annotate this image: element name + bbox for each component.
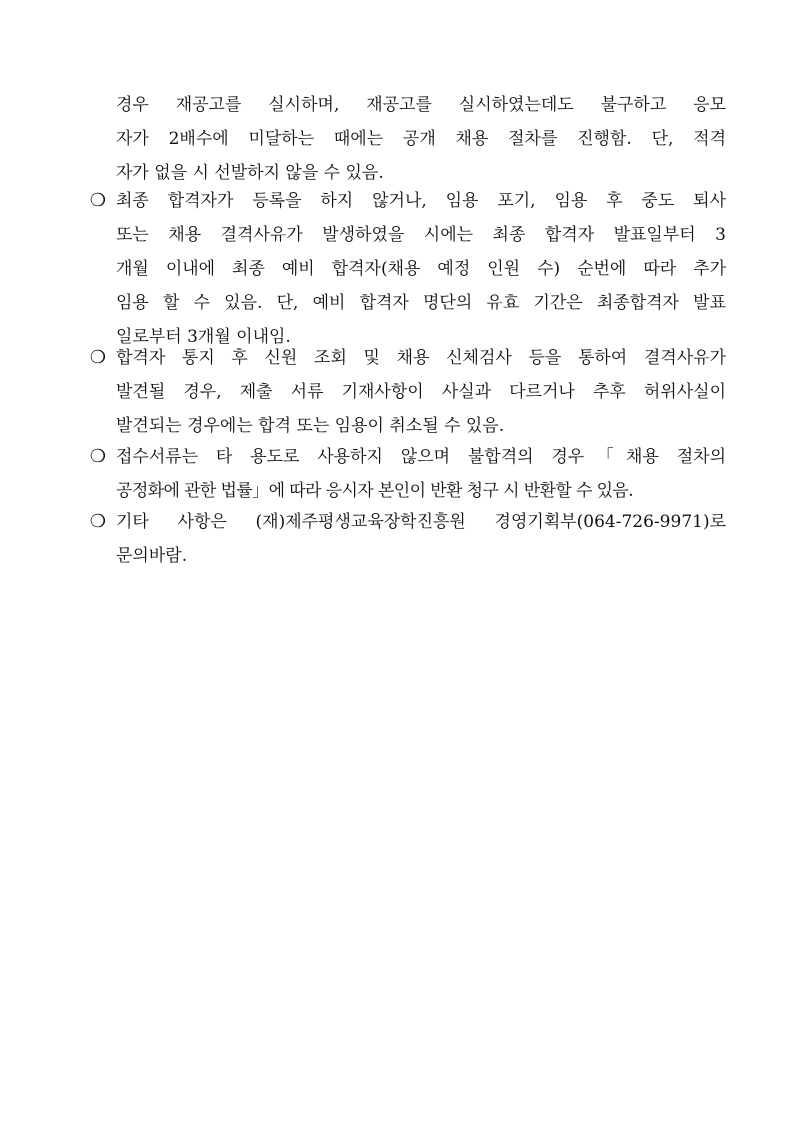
paragraph-line: 경우 재공고를 실시하며, 재공고를 실시하였는데도 불구하고 응모 (116, 95, 726, 115)
circle-bullet-icon: ❍ (89, 511, 107, 532)
paragraph-line: 문의바람. (116, 546, 188, 566)
paragraph-line: 자가 2배수에 미달하는 때에는 공개 채용 절차를 진행함. 단, 적격 (116, 129, 726, 149)
paragraph-line: 일로부터 3개월 이내임. (116, 327, 291, 347)
paragraph-line: 또는 채용 결격사유가 발생하였을 시에는 최종 합격자 발표일부터 3 (116, 225, 726, 245)
paragraph-line: 개월 이내에 최종 예비 합격자(채용 예정 인원 수) 순번에 따라 추가 (116, 259, 726, 279)
paragraph-line: 발견될 경우, 제출 서류 기재사항이 사실과 다르거나 추후 허위사실이 (116, 382, 726, 402)
circle-bullet-icon: ❍ (89, 347, 107, 368)
paragraph-line: 합격자 통지 후 신원 조회 및 채용 신체검사 등을 통하여 결격사유가 (116, 348, 726, 368)
paragraph-line: 공정화에 관한 법률」에 따라 응시자 본인이 반환 청구 시 반환할 수 있음. (116, 481, 634, 501)
paragraph-line: 접수서류는 타 용도로 사용하지 않으며 불합격의 경우「채용 절차의 (116, 447, 726, 467)
paragraph-line: 발견되는 경우에는 합격 또는 임용이 취소될 수 있음. (116, 416, 505, 436)
circle-bullet-icon: ❍ (89, 190, 107, 211)
circle-bullet-icon: ❍ (89, 446, 107, 467)
paragraph-line: 최종 합격자가 등록을 하지 않거나, 임용 포기, 임용 후 중도 퇴사 (116, 191, 726, 211)
paragraph-line: 자가 없을 시 선발하지 않을 수 있음. (116, 163, 384, 183)
paragraph-line: 기타 사항은 (재)제주평생교육장학진흥원 경영기획부(064-726-9971)로 (116, 512, 726, 532)
paragraph-line: 임용 할 수 있음. 단, 예비 합격자 명단의 유효 기간은 최종합격자 발표 (116, 293, 726, 313)
